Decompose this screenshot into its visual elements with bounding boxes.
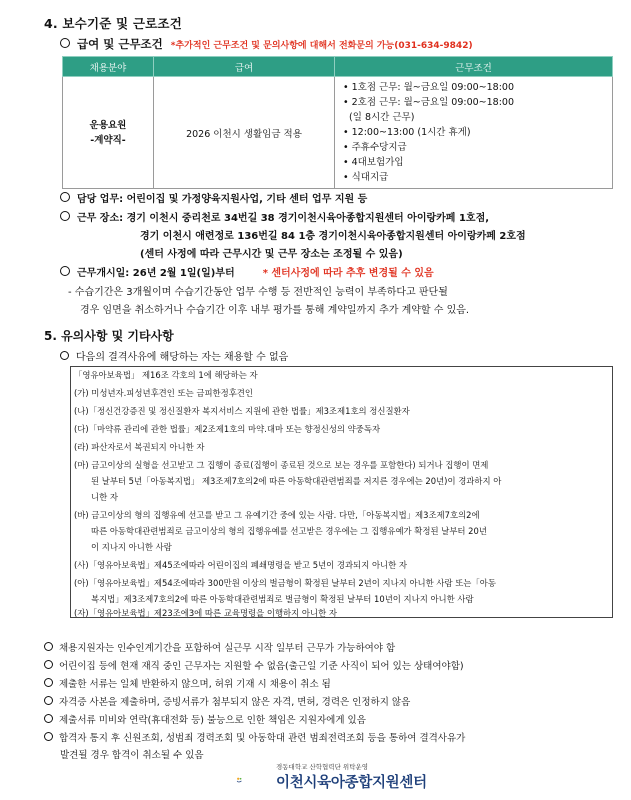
- start-line: [60, 264, 434, 279]
- note-line: 어린이집 등에 현재 재직 중인 근무자는 지원할 수 없음(출근일 기준 사직이 되어 있는 상태여야함): [44, 658, 464, 672]
- condition-item: • 주휴수당지급: [343, 142, 407, 153]
- pay-table-header: [63, 57, 613, 77]
- header-field: 채용분야: [63, 57, 154, 77]
- pay-note: *추가적인 근무조건 및 문의사항에 대해서 전화문의 가능(031-634-9842): [170, 41, 473, 51]
- condition-item: • 식대지급: [343, 172, 389, 183]
- box-line: (마) 금고이상의 실형을 선고받고 그 집행이 종료(집행이 종료된 것으로 보는 경우를 포함한다) 되거나 집행이 면제: [74, 460, 489, 470]
- center-logo-mark: [236, 762, 276, 798]
- duty-line: [60, 190, 367, 205]
- place-line: [60, 209, 489, 224]
- salary-cell: 2026 이천시 생활임금 적용: [154, 77, 335, 189]
- box-line: (사)「영유아보육법」제45조에따라 어린이집의 폐쇄명령을 받고 5년이 경과되지 아니한 자: [74, 560, 407, 570]
- header-conditions: 근무조건: [335, 57, 613, 77]
- note-line-continued: 발견될 경우 합격이 취소될 수 있음: [60, 750, 204, 761]
- note-line: 채용지원자는 인수인계기간을 포함하여 실근무 시작 일부터 근무가 가능하여야 함: [44, 640, 395, 654]
- circle-bullet-icon: [44, 660, 53, 669]
- logo-orange-dot-icon: [237, 778, 239, 780]
- section5-title: 5. 유의사항 및 기타사항: [44, 329, 174, 343]
- condition-item: • 2호점 근무: 월~금요일 09:00~18:00: [343, 97, 515, 108]
- place-line3: (센터 사정에 따라 근무시간 및 근무 장소는 조정될 수 있음): [140, 249, 403, 260]
- box-line: (라) 파산자로서 복권되지 아니한 자: [74, 442, 205, 452]
- box-line: (바) 금고이상의 형의 집행유예 선고를 받고 그 유예기간 중에 있는 사람. 다만,「아동복지법」제3조제7호의2에: [74, 510, 480, 520]
- probation-line2: 경우 임면을 취소하거나 수습기간 이후 내부 평가를 통해 계약일까지 추가 계약할 수 있음.: [80, 305, 470, 316]
- place-label: 근무 장소: [77, 213, 120, 224]
- box-line: (아)「영유아보육법」제54조에따라 300만원 이상의 벌금형이 확정된 날부터 2년이 지나지 아니한 사람 또는「아동: [74, 578, 496, 588]
- circle-bullet-icon: [60, 351, 69, 360]
- box-line: 「영유아보육법」 제16조 각호의 1에 해당하는 자: [74, 370, 258, 380]
- circle-bullet-icon: [60, 192, 70, 202]
- note-line: 제출서류 미비와 연락(휴대전화 등) 불능으로 인한 책임은 지원자에게 있음: [44, 712, 366, 726]
- condition-item: • 1호점 근무: 월~금요일 09:00~18:00: [343, 82, 515, 93]
- box-line: (나)「정신건강증진 및 정신질환자 복지서비스 지원에 관한 법률」제3조제1호의 정신질환자: [74, 406, 410, 416]
- place-line2: 경기 이천시 애련정로 136번길 84 1층 경기이천시육아종합지원센터 아이랑카페 2호점: [140, 231, 526, 242]
- logo-small-text: 경동대학교 산학협력단 위탁운영: [276, 763, 369, 771]
- condition-item: • 12:00~13:00 (1시간 휴게): [343, 127, 471, 138]
- circle-bullet-icon: [60, 266, 70, 276]
- pay-table: [62, 56, 613, 189]
- logo-green-dot-icon: [240, 778, 242, 780]
- circle-bullet-icon: [60, 211, 70, 221]
- duty-text: : 어린이집 및 가정양육지원사업, 기타 센터 업무 지원 등: [119, 194, 368, 205]
- disqualification-box: [70, 366, 613, 618]
- condition-item: • 4대보험가입: [343, 157, 404, 168]
- circle-bullet-icon: [44, 714, 53, 723]
- note-line: 자격증 사본을 제출하며, 증빙서류가 첨부되지 않은 자격, 면허, 경력은 인정하지 않음: [44, 694, 410, 708]
- logo-main-text: 이천시육아종합지원센터: [276, 775, 427, 791]
- duty-label: 담당 업무: [77, 194, 120, 205]
- circle-bullet-icon: [44, 732, 53, 741]
- circle-bullet-icon: [60, 38, 70, 48]
- box-line: 따른 아동학대관련범죄로 금고이상의 형의 집행유예를 선고받은 경우에는 그 집행유예가 확정된 날부터 20년: [91, 526, 487, 536]
- start-note: * 센터사정에 따라 추후 변경될 수 있음: [262, 268, 434, 279]
- circle-bullet-icon: [44, 678, 53, 687]
- note-line: 합격자 통지 후 신원조회, 성범죄 경력조회 및 아동학대 관련 범죄전력조회 등을 통하여 결격사유가: [44, 730, 465, 744]
- start-label: 근무개시일: 26년 2월 1일(일)부터: [77, 268, 235, 279]
- box-line: (가) 미성년자.피성년후견인 또는 금피한정후견인: [74, 388, 253, 398]
- place-line1: : 경기 이천시 중리천로 34번길 38 경기이천시육아종합지원센터 아이랑카페 1호점,: [119, 213, 490, 224]
- pay-heading-text: 급여 및 근무조건: [77, 37, 163, 51]
- pay-table-row: [63, 77, 613, 189]
- logo-smile-icon: [237, 781, 241, 782]
- section4-title: 4. 보수기준 및 근로조건: [44, 16, 182, 31]
- pay-heading: [60, 36, 473, 52]
- condition-item: (일 8시간 근무): [343, 112, 415, 123]
- box-line: 된 날부터 5년「아동복지법」 제3조제7호의2에 따른 아동학대관련범죄를 저지른 경우에는 20년)이 경과하지 아: [91, 476, 502, 486]
- field-type: -계약직-: [90, 134, 126, 146]
- box-line: (자)「영유아보육법」제23조에3에 따른 교육명령을 이행하지 아니한 자: [74, 608, 337, 618]
- header-salary: 급여: [154, 57, 335, 77]
- probation-line1: - 수습기간은 3개월이며 수습기간동안 업무 수행 등 전반적인 능력이 부족하다고 판단될: [68, 287, 448, 298]
- circle-bullet-icon: [44, 696, 53, 705]
- box-line: (다)「마약류 관리에 관한 법률」제2조제1호의 마약.대마 또는 향정신성의 약중독자: [74, 424, 381, 434]
- circle-bullet-icon: [44, 642, 53, 651]
- box-line: 복지법」제3조제7호의2에 따른 아동학대관련범죄로 벌금형이 확정된 날부터 10년이 지나지 아니한 사람: [91, 594, 474, 604]
- box-line: 니한 자: [91, 492, 118, 502]
- box-line: 이 지나지 아니한 사람: [91, 542, 172, 552]
- field-cell: [63, 77, 154, 189]
- disqualification-intro: 다음의 결격사유에 해당하는 자는 채용할 수 없음: [60, 348, 288, 363]
- note-line: 제출한 서류는 일체 반환하지 않으며, 허위 기재 시 채용이 취소 됨: [44, 676, 331, 690]
- conditions-cell: [335, 77, 613, 189]
- field-name: 운용요원: [89, 119, 127, 131]
